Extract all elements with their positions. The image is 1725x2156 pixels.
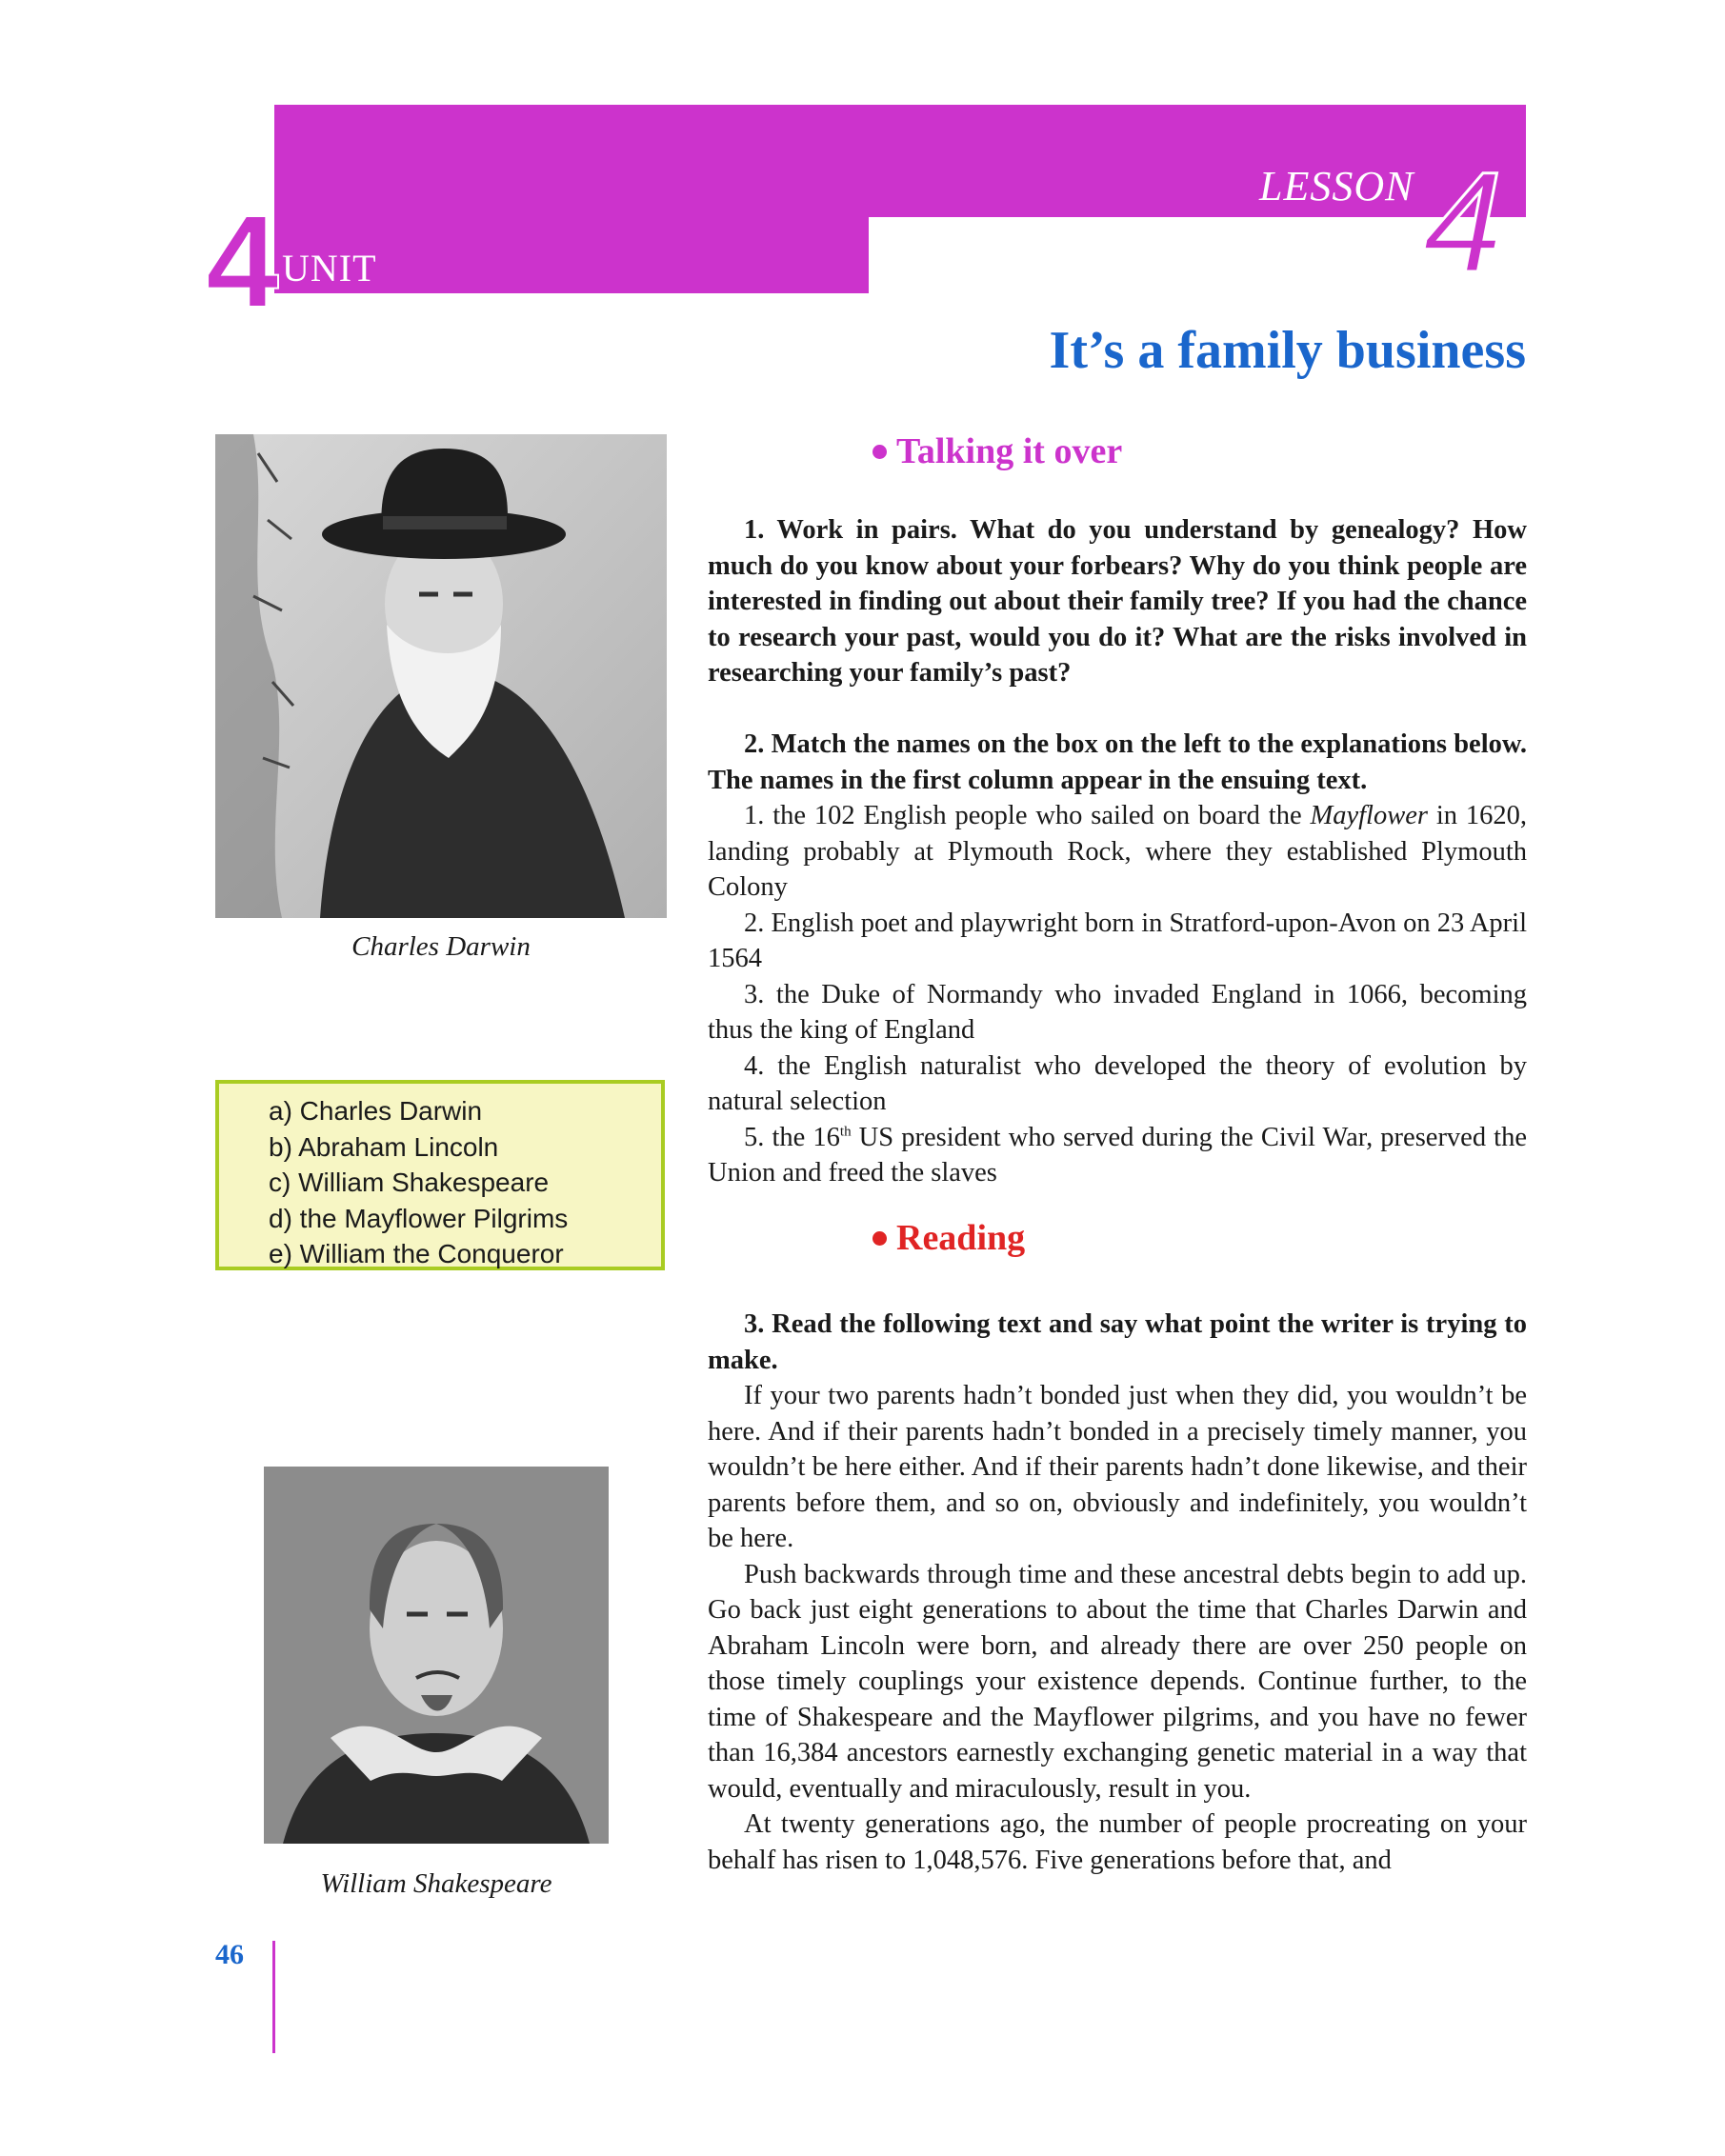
bullet-icon <box>873 445 887 459</box>
unit-number: 4 <box>206 189 273 335</box>
darwin-portrait <box>215 434 667 918</box>
names-box <box>215 1080 665 1270</box>
names-box-item: e) William the Conqueror <box>269 1239 564 1268</box>
question-3: 3. Read the following text and say what point the writer is trying to make. <box>708 1309 1527 1375</box>
names-box-item: a) Charles Darwin <box>269 1096 483 1126</box>
reading-paragraph-3: At twenty generations ago, the number of people procreating on your behalf has risen to 1,048,576. Five generations before that, and <box>708 1809 1527 1875</box>
reading-section <box>708 1307 1527 1878</box>
match-item-1: 1. the 102 English people who sailed on board the Mayflower in 1620, landing probably at Plymouth Rock, where they established Plymouth Colony <box>708 801 1528 902</box>
match-item-2: 2. English poet and playwright born in Stratford-upon-Avon on 23 April 1564 <box>708 908 1527 973</box>
reading-heading <box>873 1217 1025 1259</box>
reading-paragraph-1: If your two parents hadn’t bonded just when they did, you wouldn’t be here. And if their parents hadn’t bonded in a precisely timely manner, you wouldn’t be here either. And if their parents hadn’t done likewise, and their parents before them, and so on, obviously and indefinitely, you wouldn’t be here. <box>708 1381 1527 1553</box>
reading-paragraph-2: Push backwards through time and these ancestral debts begin to add up. Go back just eight generations to about the time that Charles Darwin and Abraham Lincoln were born, and already there are over 250 people on those timely couplings your existence depends. Continue further, to the time of Shakespeare and the Mayflower pilgrims, and you have no fewer than 16,384 ancestors earnestly exchanging genetic material in a way that would, eventually and miraculously, result in you. <box>708 1559 1527 1804</box>
names-box-item: d) the Mayflower Pilgrims <box>269 1203 569 1233</box>
reading-heading-label: Reading <box>896 1218 1026 1258</box>
talking-heading <box>873 430 1122 472</box>
talking-section <box>708 512 1527 1191</box>
shakespeare-caption: William Shakespeare <box>320 1868 552 1899</box>
shakespeare-portrait <box>264 1467 609 1844</box>
unit-label: UNIT <box>282 247 377 289</box>
page-divider <box>272 1941 275 2053</box>
lesson-label: LESSON <box>1259 163 1414 210</box>
match-item-4: 4. the English naturalist who developed the theory of evolution by natural selection <box>708 1050 1527 1116</box>
bullet-icon <box>873 1231 887 1246</box>
match-item-3: 3. the Duke of Normandy who invaded England in 1066, becoming thus the king of England <box>708 979 1527 1045</box>
question-1: 1. Work in pairs. What do you understand by genealogy? How much do you know about your forbears? Why do you think people are interested in finding out about their family tree? If you had the chance to research your past, would you do it? What are the risks involved in researching your family’s past? <box>708 515 1527 688</box>
names-box-item: c) William Shakespeare <box>269 1168 550 1197</box>
page-number: 46 <box>215 1939 244 1970</box>
talking-heading-label: Talking it over <box>896 431 1123 471</box>
darwin-caption: Charles Darwin <box>351 931 531 962</box>
lesson-number: 4 <box>1423 142 1503 302</box>
page-title: It’s a family business <box>1049 321 1526 380</box>
question-2: 2. Match the names on the box on the left to the explanations below. The names in the first column appear in the ensuing text. <box>708 729 1527 795</box>
names-box-item: b) Abraham Lincoln <box>269 1131 499 1162</box>
match-item-5: 5. the 16th US president who served during the Civil War, preserved the Union and freed the slaves <box>708 1122 1528 1188</box>
